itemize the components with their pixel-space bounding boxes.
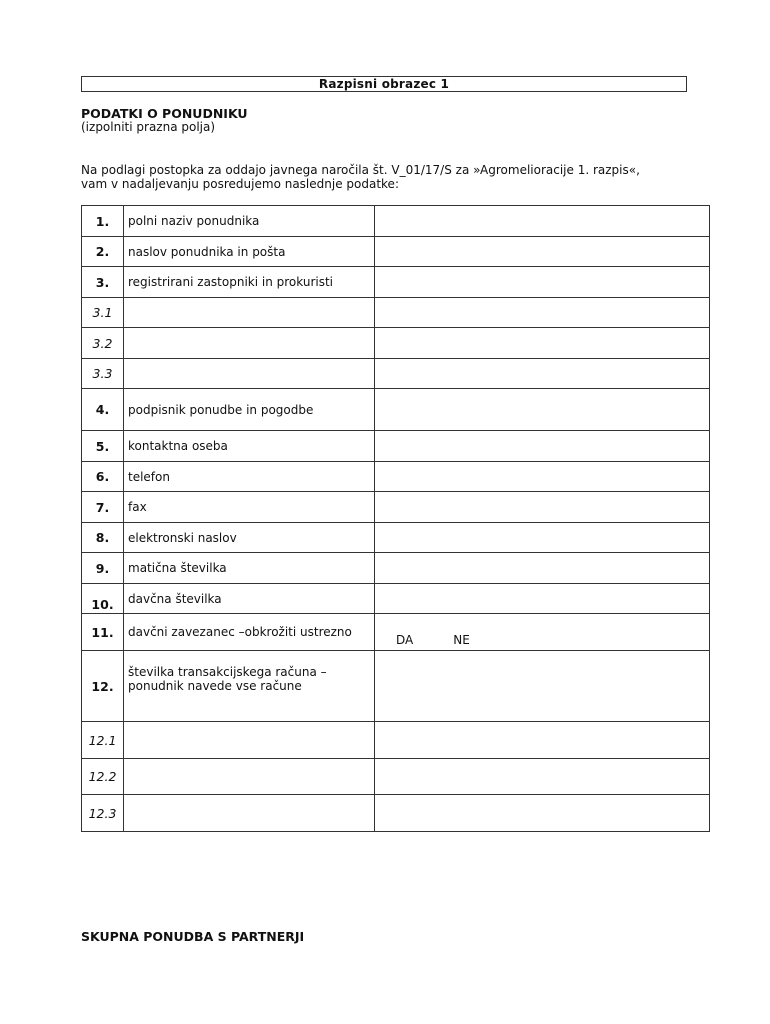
row-value-field[interactable]	[375, 492, 710, 523]
row-value-field[interactable]	[375, 523, 710, 553]
taxpayer-choice	[396, 633, 510, 647]
section-heading: PODATKI O PONUDNIKU	[81, 106, 248, 121]
table-row	[82, 328, 710, 359]
row-number: 3.1	[82, 298, 124, 328]
table-row	[82, 795, 710, 832]
intro-text	[81, 163, 701, 191]
row-number: 7.	[82, 492, 124, 523]
intro-line-1: Na podlagi postopka za oddajo javnega naročila št. V_01/17/S za »Agromelioracije 1. razpis«,	[81, 163, 640, 177]
row-number: 5.	[82, 431, 124, 462]
row-value-field[interactable]	[375, 237, 710, 267]
row-number: 9.	[82, 553, 124, 584]
taxpayer-choice-cell	[375, 614, 710, 651]
row-value-field[interactable]	[375, 431, 710, 462]
table-row	[82, 553, 710, 584]
table-row	[82, 651, 710, 722]
row-number: 11.	[82, 614, 124, 651]
row-label: številka transakcijskega računa – ponudnik navede vse račune	[124, 651, 375, 722]
row-number: 8.	[82, 523, 124, 553]
row-label-field[interactable]	[124, 328, 375, 359]
row-value-field[interactable]	[375, 206, 710, 237]
option-ne[interactable]: NE	[453, 633, 470, 647]
row-number: 12.2	[82, 759, 124, 795]
row-value-field[interactable]	[375, 759, 710, 795]
row-number: 2.	[82, 237, 124, 267]
bidder-data-table	[81, 205, 710, 832]
row-number: 4.	[82, 389, 124, 431]
row-number: 12.1	[82, 722, 124, 759]
row-number: 12.	[82, 651, 124, 722]
table-row	[82, 267, 710, 298]
row-value-field[interactable]	[375, 795, 710, 832]
row-label: kontaktna oseba	[124, 431, 375, 462]
row-label: telefon	[124, 462, 375, 492]
table-row	[82, 722, 710, 759]
partners-heading: SKUPNA PONUDBA S PARTNERJI	[81, 929, 305, 944]
row-label: elektronski naslov	[124, 523, 375, 553]
row-value-field[interactable]	[375, 462, 710, 492]
table-row	[82, 431, 710, 462]
row-value-field[interactable]	[375, 651, 710, 722]
row-value-field[interactable]	[375, 389, 710, 431]
row-value-field[interactable]	[375, 328, 710, 359]
table-row	[82, 614, 710, 651]
row-number: 1.	[82, 206, 124, 237]
section-subheading: (izpolniti prazna polja)	[81, 120, 216, 134]
row-label: matična številka	[124, 553, 375, 584]
row-label: naslov ponudnika in pošta	[124, 237, 375, 267]
row-label: polni naziv ponudnika	[124, 206, 375, 237]
row-label: podpisnik ponudbe in pogodbe	[124, 389, 375, 431]
table-row	[82, 298, 710, 328]
intro-line-2: vam v nadaljevanju posredujemo naslednje podatke:	[81, 177, 399, 191]
row-label-field[interactable]	[124, 359, 375, 389]
table-row	[82, 584, 710, 614]
row-value-field[interactable]	[375, 553, 710, 584]
row-number: 3.2	[82, 328, 124, 359]
row-value-field[interactable]	[375, 359, 710, 389]
row-number: 12.3	[82, 795, 124, 832]
table-row	[82, 237, 710, 267]
row-value-field[interactable]	[375, 584, 710, 614]
row-label: registrirani zastopniki in prokuristi	[124, 267, 375, 298]
row-value-field[interactable]	[375, 298, 710, 328]
row-label: davčni zavezanec –obkrožiti ustrezno	[124, 614, 375, 651]
table-row	[82, 759, 710, 795]
row-number: 3.	[82, 267, 124, 298]
row-value-field[interactable]	[375, 267, 710, 298]
table-row	[82, 359, 710, 389]
row-label-field[interactable]	[124, 722, 375, 759]
row-number: 3.3	[82, 359, 124, 389]
option-da[interactable]: DA	[396, 633, 414, 647]
table-row	[82, 389, 710, 431]
row-label: davčna številka	[124, 584, 375, 614]
table-row	[82, 206, 710, 237]
row-label-field[interactable]	[124, 298, 375, 328]
row-number: 6.	[82, 462, 124, 492]
row-number: 10.	[82, 584, 124, 614]
table-row	[82, 492, 710, 523]
row-label-field[interactable]	[124, 795, 375, 832]
row-label-field[interactable]	[124, 759, 375, 795]
table-row	[82, 523, 710, 553]
row-label: fax	[124, 492, 375, 523]
table-row	[82, 462, 710, 492]
form-title: Razpisni obrazec 1	[81, 76, 687, 92]
row-value-field[interactable]	[375, 722, 710, 759]
